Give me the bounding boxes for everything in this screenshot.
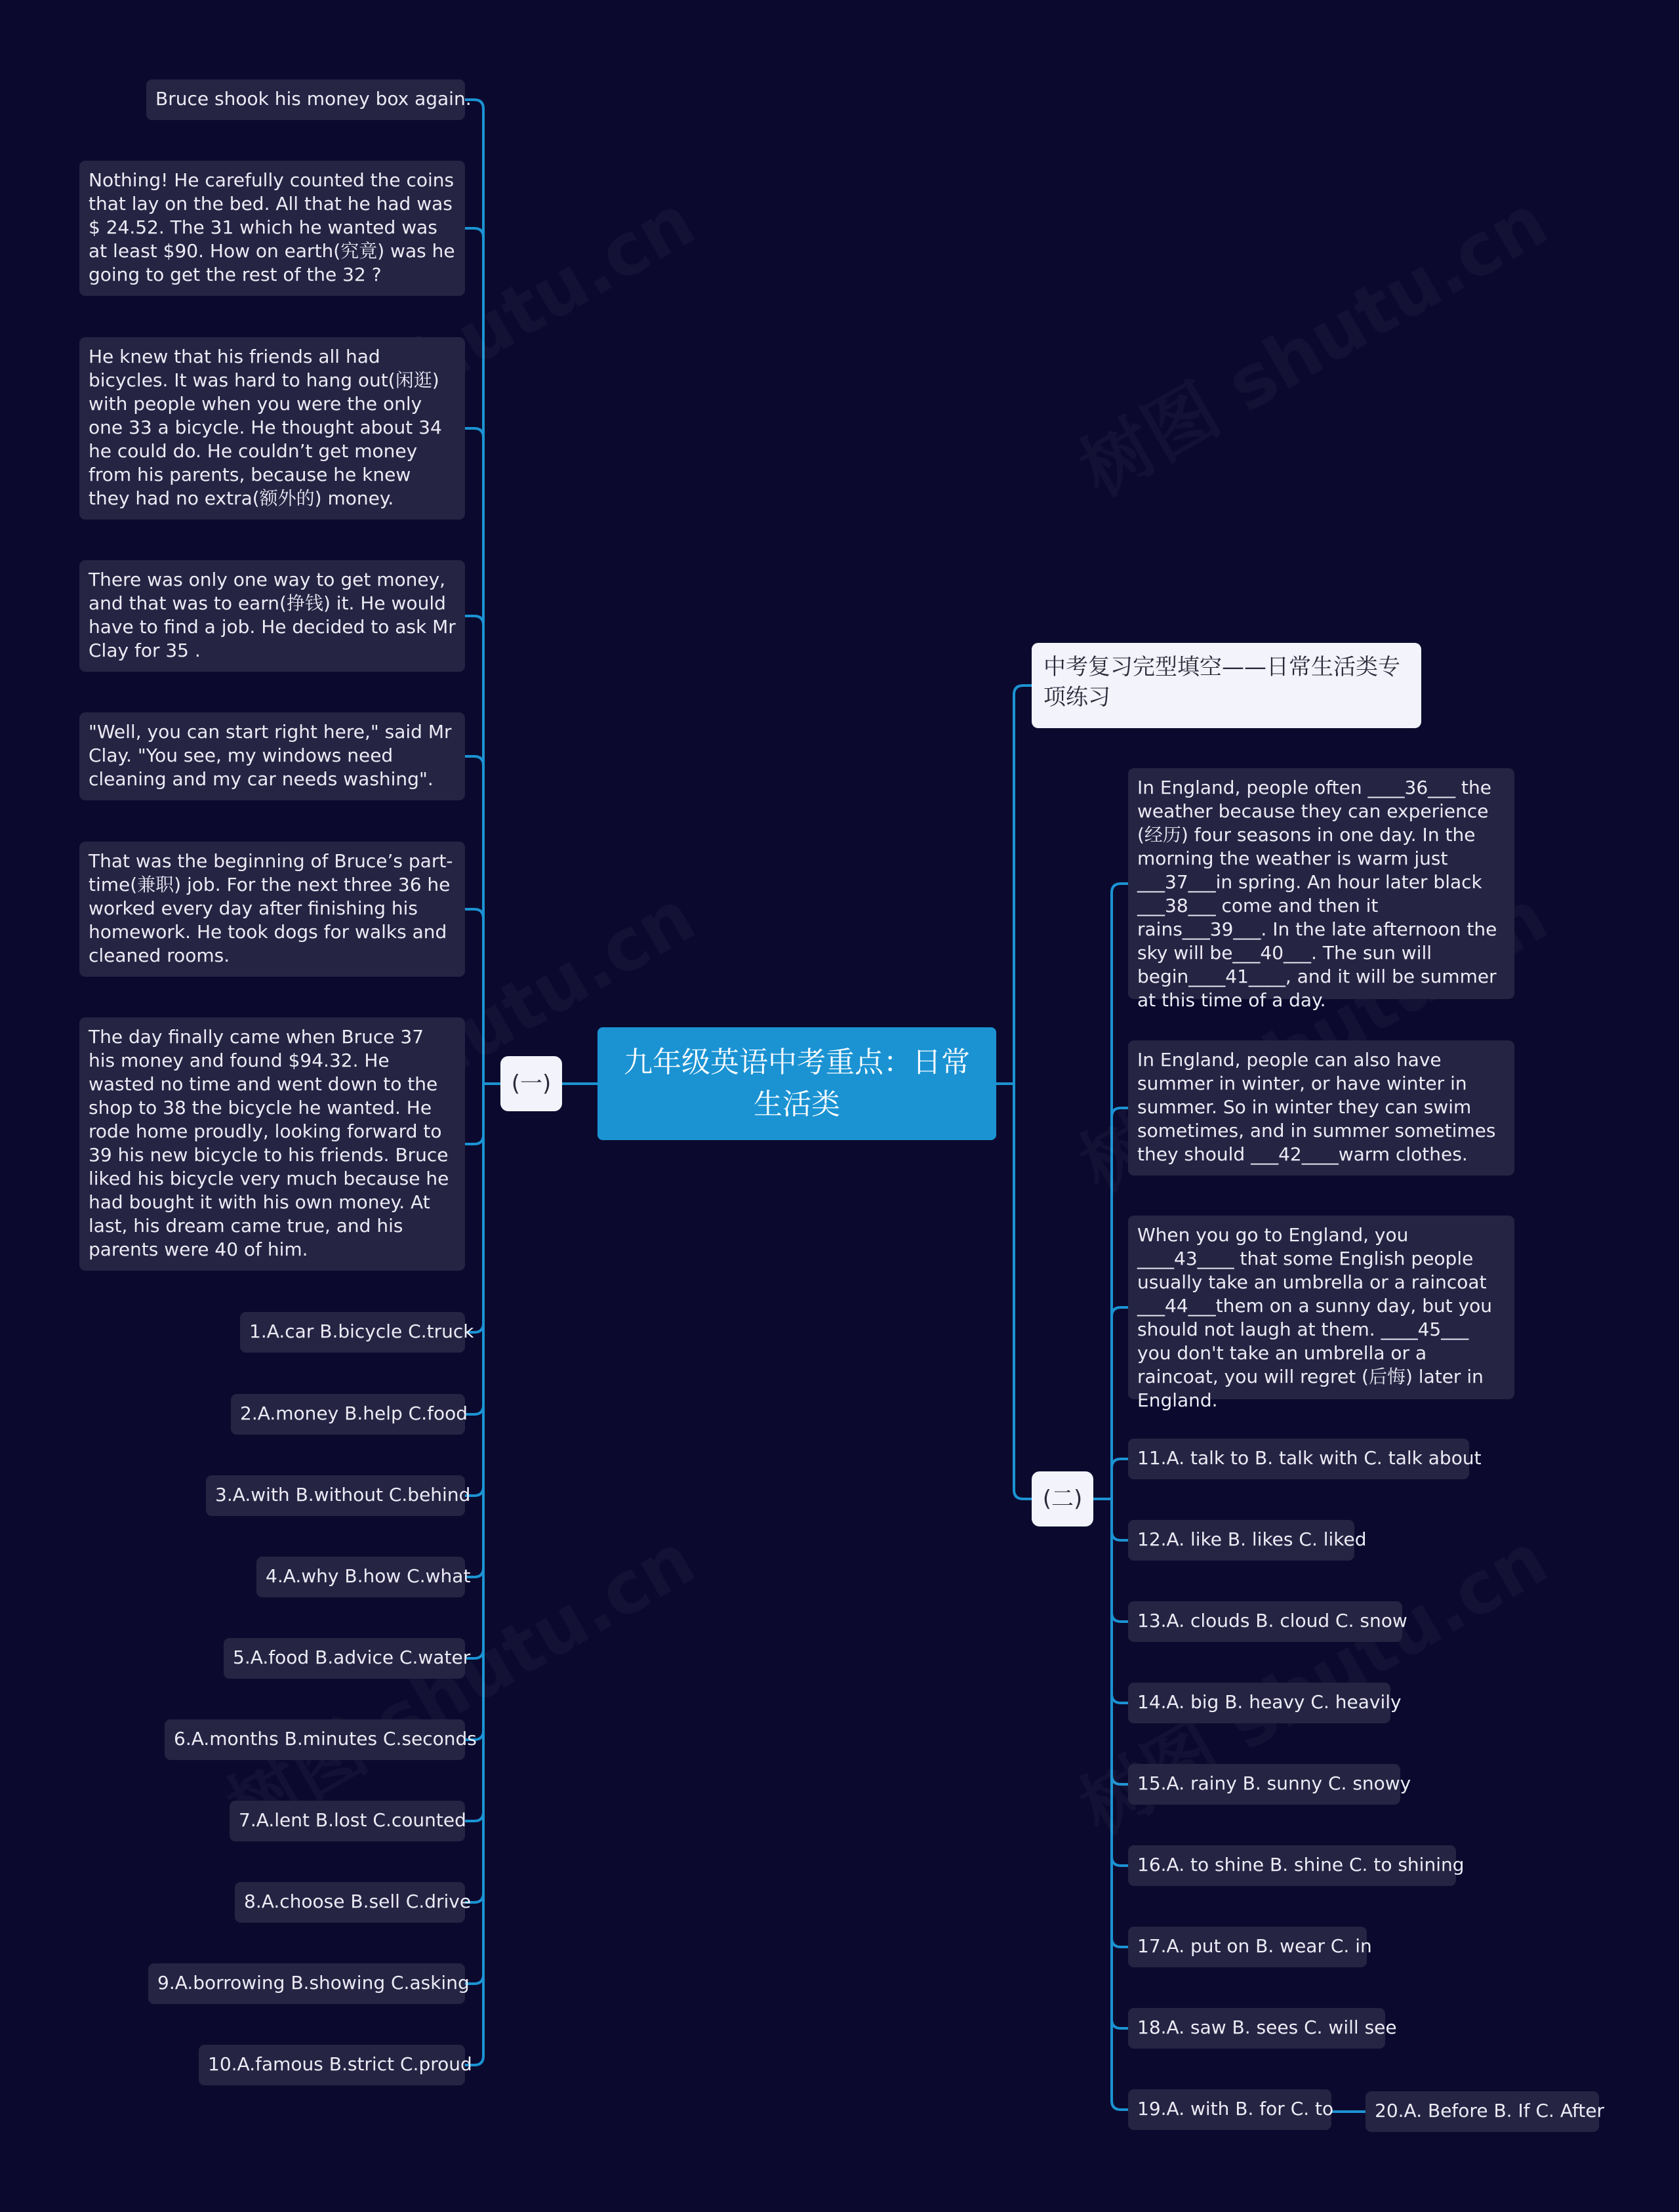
- right-extra-node[interactable]: 20.A. Before B. If C. After: [1365, 2091, 1599, 2132]
- left-leaf-node[interactable]: Nothing! He carefully counted the coins that lay on the bed. All that he had was $ 24.52. The 31 which he wanted was at least $90. How on earth(究竟) was he going to get the rest of the 32 ?: [79, 161, 465, 296]
- left-leaf-node[interactable]: There was only one way to get money, and that was to earn(挣钱) it. He would have to find a job. He decided to ask Mr Clay for 35 .: [79, 560, 465, 672]
- left-leaf-node[interactable]: 4.A.why B.how C.what: [256, 1557, 465, 1597]
- connector-line: [1112, 1499, 1128, 1540]
- right-leaf-node[interactable]: In England, people can also have summer in winter, or have winter in summer. So in winter they can swim sometimes, and in summer sometimes they should ___42____warm clothes.: [1128, 1040, 1514, 1176]
- connector-line: [1112, 1499, 1128, 1703]
- connector-line: [465, 228, 483, 1084]
- right-leaf-node[interactable]: When you go to England, you ____43____ that some English people usually take an umbrella or a raincoat ___44___them on a sunny day, but you should not laugh at them. ____45___ you don't take an umbrella or a raincoat, you will regret (后悔) later in England.: [1128, 1216, 1514, 1399]
- connector-line: [1112, 884, 1128, 1499]
- right-leaf-node[interactable]: 17.A. put on B. wear C. in: [1128, 1927, 1367, 1967]
- left-leaf-node[interactable]: 3.A.with B.without C.behind: [206, 1475, 465, 1516]
- branch-right[interactable]: (二): [1032, 1471, 1093, 1526]
- connector-line: [1112, 1307, 1128, 1499]
- connector-line: [465, 1084, 483, 1496]
- left-leaf-node[interactable]: 1.A.car B.bicycle C.truck: [240, 1312, 465, 1353]
- left-leaf-node[interactable]: 8.A.choose B.sell C.drive: [235, 1882, 465, 1923]
- connector-line: [1112, 1499, 1128, 2110]
- connector-line: [465, 1084, 483, 1821]
- connector-line: [1112, 1499, 1128, 1866]
- connector-line: [1112, 1499, 1128, 1947]
- connector-line: [465, 616, 483, 1084]
- left-leaf-node[interactable]: That was the beginning of Bruce’s part-time(兼职) job. For the next three 36 he worked every day after finishing his homework. He took dogs for walks and cleaned rooms.: [79, 842, 465, 977]
- left-leaf-node[interactable]: "Well, you can start right here," said Mr Clay. "You see, my windows need cleaning and my car needs washing".: [79, 712, 465, 800]
- right-leaf-node[interactable]: 18.A. saw B. sees C. will see: [1128, 2008, 1385, 2049]
- connector-line: [465, 1084, 483, 1414]
- left-leaf-node[interactable]: 9.A.borrowing B.showing C.asking: [148, 1963, 465, 2004]
- left-leaf-node[interactable]: 2.A.money B.help C.food: [231, 1394, 465, 1435]
- connector-line: [1014, 1084, 1032, 1499]
- connector-line: [1014, 686, 1032, 1084]
- right-leaf-node[interactable]: 12.A. like B. likes C. liked: [1128, 1520, 1354, 1561]
- left-leaf-node[interactable]: 7.A.lent B.lost C.counted: [230, 1801, 465, 1841]
- connector-line: [465, 1084, 483, 1144]
- right-leaf-node[interactable]: 13.A. clouds B. cloud C. snow: [1128, 1601, 1402, 1642]
- right-title-node[interactable]: 中考复习完型填空——日常生活类专项练习: [1032, 643, 1421, 728]
- left-leaf-node[interactable]: 5.A.food B.advice C.water: [224, 1638, 465, 1679]
- connector-line: [465, 100, 483, 1084]
- left-leaf-node[interactable]: The day finally came when Bruce 37 his money and found $94.32. He wasted no time and went down to the shop to 38 the bicycle he wanted. He rode home proudly, looking forward to 39 his new bicycle to his friends. Bruce liked his bicycle very much because he had bought it with his own money. At last, his dream came true, and his parents were 40 of him.: [79, 1017, 465, 1271]
- right-leaf-node[interactable]: 15.A. rainy B. sunny C. snowy: [1128, 1764, 1400, 1805]
- right-leaf-node[interactable]: 11.A. talk to B. talk with C. talk about: [1128, 1439, 1469, 1479]
- connector-line: [1112, 1499, 1128, 1622]
- branch-left[interactable]: (一): [500, 1056, 562, 1111]
- right-leaf-node[interactable]: In England, people often ____36___ the weather because they can experience (经历) four seasons in one day. In the morning the weather is warm just ___37___in spring. An hour later black ___38___ come and then it rains___39___. In the late afternoon the sky will be___40___. The sun will begin____41____, and it will be summer at this time of a day.: [1128, 768, 1514, 999]
- connector-line: [465, 1084, 483, 1984]
- root-topic[interactable]: 九年级英语中考重点：日常生活类: [597, 1027, 996, 1140]
- connector-line: [465, 756, 483, 1084]
- right-leaf-node[interactable]: 19.A. with B. for C. to: [1128, 2089, 1331, 2130]
- left-leaf-node[interactable]: 6.A.months B.minutes C.seconds: [165, 1719, 465, 1760]
- connector-line: [1112, 1459, 1128, 1499]
- left-leaf-node[interactable]: 10.A.famous B.strict C.proud: [199, 2045, 465, 2085]
- connector-line: [465, 1084, 483, 1332]
- connector-line: [1112, 1499, 1128, 2028]
- connector-line: [1112, 1108, 1128, 1499]
- left-leaf-node[interactable]: He knew that his friends all had bicycles. It was hard to hang out(闲逛) with people when you were the only one 33 a bicycle. He thought about 34 he could do. He couldn’t get money from his parents, because he knew they had no extra(额外的) money.: [79, 337, 465, 520]
- connector-line: [465, 909, 483, 1084]
- right-leaf-node[interactable]: 14.A. big B. heavy C. heavily: [1128, 1683, 1390, 1723]
- left-leaf-node[interactable]: Bruce shook his money box again.: [146, 79, 465, 120]
- right-leaf-node[interactable]: 16.A. to shine B. shine C. to shining: [1128, 1845, 1456, 1886]
- connector-line: [1112, 1499, 1128, 1784]
